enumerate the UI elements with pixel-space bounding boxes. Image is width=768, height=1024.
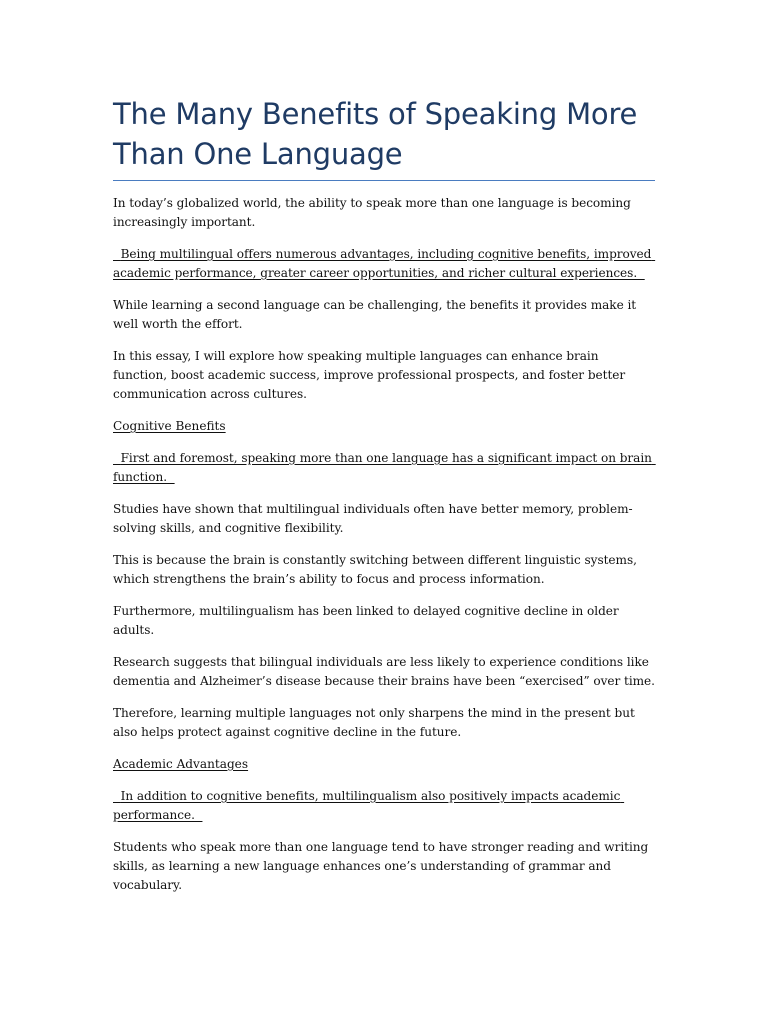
academic-topic-sentence: In addition to cognitive benefits, multilingualism also positively impacts academic performance. — [113, 789, 625, 822]
document-title: The Many Benefits of Speaking More Than One Language — [113, 94, 655, 181]
document-page — [113, 94, 655, 908]
essay-outline-paragraph: In this essay, I will explore how speaking multiple languages can enhance brain function, boost academic success, improve professional prospects, and foster better communication across cultures. — [113, 349, 626, 401]
cognitive-paragraph-decline: Furthermore, multilingualism has been linked to delayed cognitive decline in older adults. — [113, 604, 619, 637]
challenge-paragraph: While learning a second language can be challenging, the benefits it provides make it well worth the effort. — [113, 298, 637, 331]
section-heading-cognitive: Cognitive Benefits — [113, 419, 226, 433]
section-heading-academic: Academic Advantages — [113, 757, 249, 771]
document-body — [113, 194, 655, 895]
academic-paragraph-skills: Students who speak more than one language tend to have stronger reading and writing skills, as learning a new language enhances one’s understanding of grammar and vocabulary. — [113, 840, 649, 892]
thesis-paragraph: Being multilingual offers numerous advantages, including cognitive benefits, improved academic performance, greater career opportunities, and richer cultural experiences. — [113, 247, 656, 280]
cognitive-paragraph-studies: Studies have shown that multilingual individuals often have better memory, problem-solving skills, and cognitive flexibility. — [113, 502, 633, 535]
cognitive-paragraph-research: Research suggests that bilingual individuals are less likely to experience conditions like dementia and Alzheimer’s disease because their brains have been “exercised” over time. — [113, 655, 655, 688]
cognitive-topic-sentence: First and foremost, speaking more than one language has a significant impact on brain function. — [113, 451, 656, 484]
intro-paragraph: In today’s globalized world, the ability to speak more than one language is becoming increasingly important. — [113, 196, 631, 229]
cognitive-paragraph-switching: This is because the brain is constantly switching between different linguistic systems, which strengthens the brain’s ability to focus and process information. — [113, 553, 637, 586]
cognitive-paragraph-conclusion: Therefore, learning multiple languages not only sharpens the mind in the present but also helps protect against cognitive decline in the future. — [113, 706, 635, 739]
